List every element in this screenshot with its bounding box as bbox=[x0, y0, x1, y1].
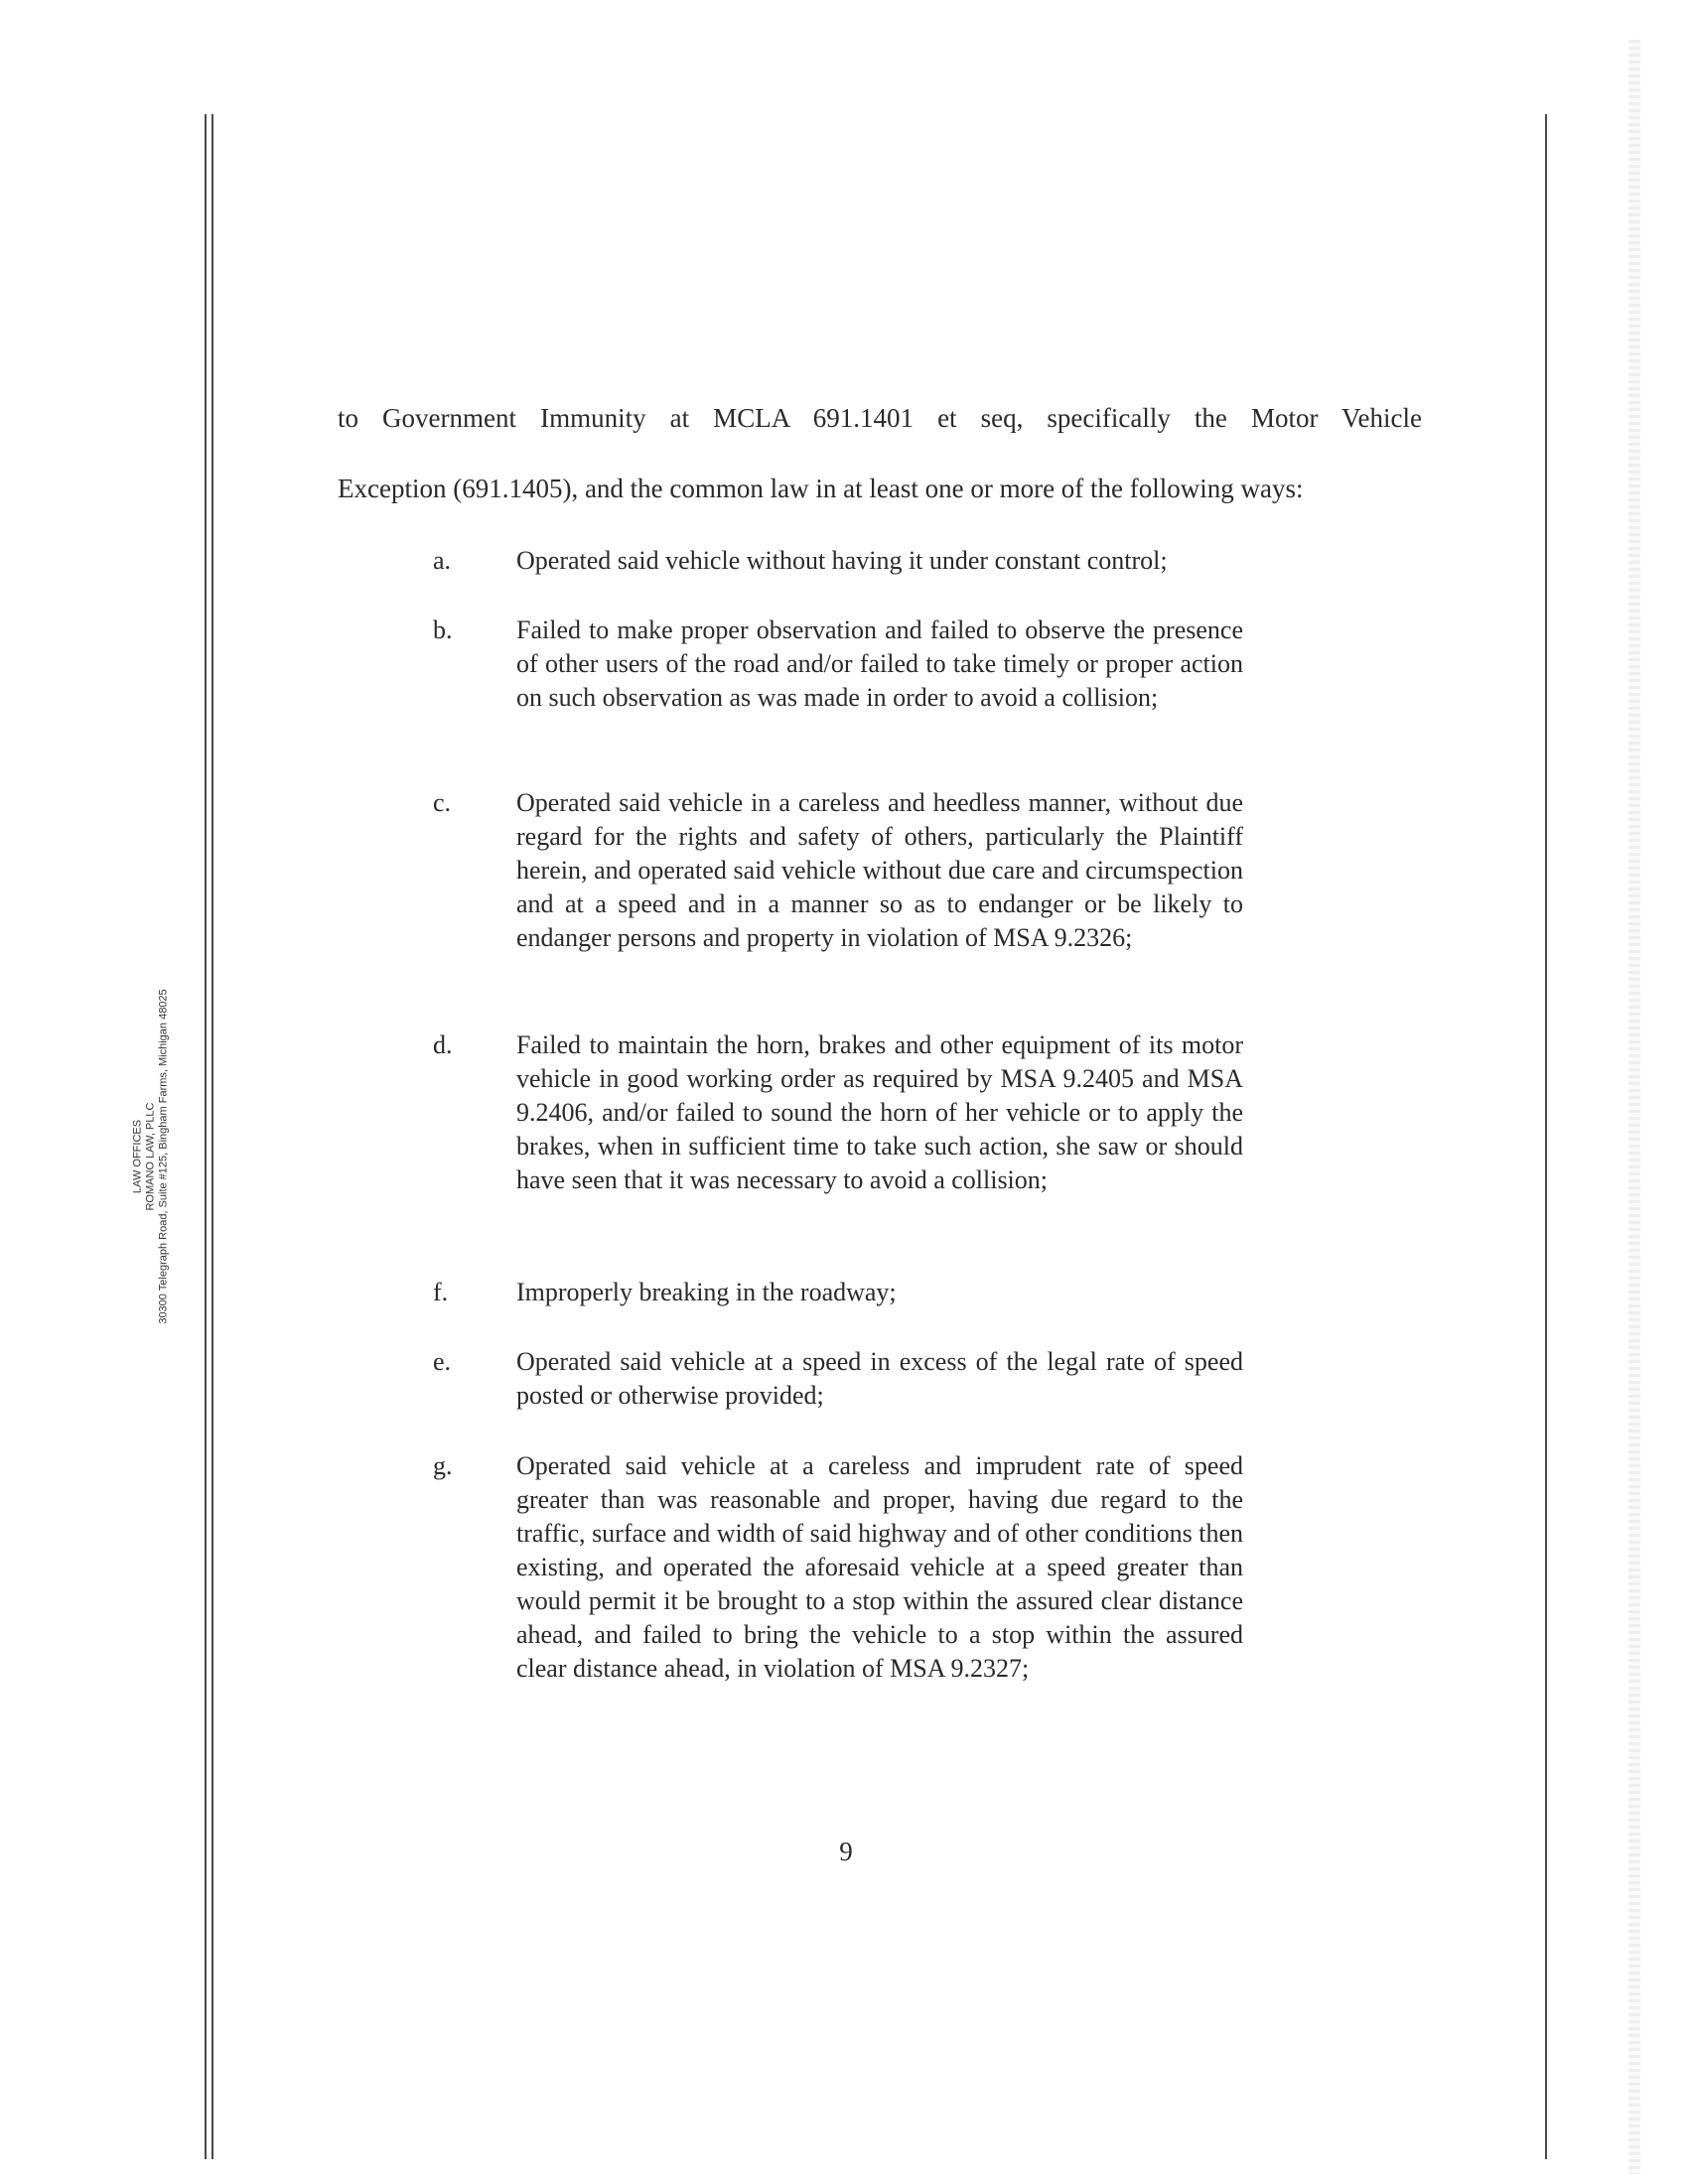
stamp-line-1: LAW OFFICES bbox=[131, 1119, 144, 1194]
intro-line-2: Exception (691.1405), and the common law in at least one or more of the following ways: bbox=[338, 474, 1304, 503]
stamp-line-2: ROMANO LAW, PLLC bbox=[144, 1102, 157, 1211]
list-item-text: Improperly breaking in the roadway; bbox=[516, 1278, 897, 1306]
list-item-text: Operated said vehicle at a speed in excess of the legal rate of speed posted or otherwise provided; bbox=[516, 1347, 1243, 1410]
list-item-text: Operated said vehicle in a careless and heedless manner, without due regard for the rights and safety of others, particularly the Plaintiff herein, and operated said vehicle without due care and circumspection and at a speed and in a manner so as to endanger or be likely to endanger persons and property in violation of MSA 9.2326; bbox=[516, 788, 1243, 952]
list-item-letter: c. bbox=[433, 788, 452, 817]
list-item-text: Failed to maintain the horn, brakes and other equipment of its motor vehicle in good working order as required by MSA 9.2405 and MSA 9.2406, and/or failed to sound the horn of her vehicle or to apply the brakes, when in sufficient time to take such action, she saw or should have seen that it was necessary to avoid a collision; bbox=[516, 1030, 1243, 1194]
list-item-text: Operated said vehicle at a careless and imprudent rate of speed greater than was reasonable and proper, having due regard to the traffic, surface and width of said highway and of other conditions then existing, and operated the aforesaid vehicle at a speed greater than would permit it be brought to a stop within the assured clear distance ahead, and failed to bring the vehicle to a stop within the assured clear distance ahead, in violation of MSA 9.2327; bbox=[516, 1451, 1243, 1683]
list-item-letter: g. bbox=[433, 1451, 453, 1480]
list-item-letter: e. bbox=[433, 1347, 452, 1376]
list-item-letter: a. bbox=[433, 546, 452, 575]
stamp-line-3: 30300 Telegraph Road, Suite #125, Bingham Farms, Michigan 48025 bbox=[157, 989, 170, 1324]
list-item-letter: b. bbox=[433, 615, 453, 644]
list-item-text: Operated said vehicle without having it under constant control; bbox=[516, 546, 1168, 575]
list-item-text: Failed to make proper observation and failed to observe the presence of other users of the road and/or failed to take timely or proper action on such observation as was made in order to avoid a collision; bbox=[516, 615, 1243, 712]
law-office-stamp bbox=[132, 989, 171, 1323]
page-number: 9 bbox=[839, 1837, 853, 1866]
intro-line-1: to Government Immunity at MCLA 691.1401 et seq, specifically the Motor Vehicle bbox=[338, 403, 1422, 433]
list-item-letter: d. bbox=[433, 1030, 453, 1059]
list-item-letter: f. bbox=[433, 1278, 449, 1306]
